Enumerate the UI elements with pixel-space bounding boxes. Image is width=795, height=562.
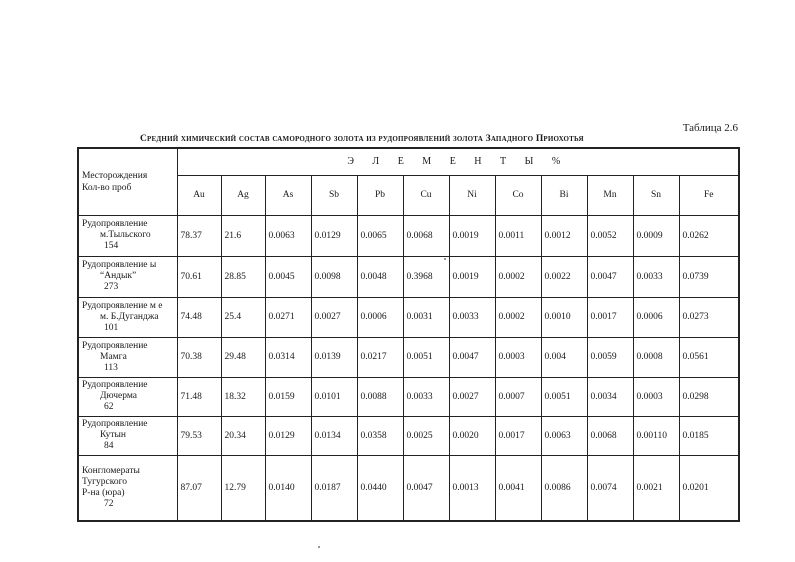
value-cell-sb: 0.0134 — [311, 416, 357, 455]
value-cell-fe: 0.0739 — [679, 256, 739, 297]
value-cell-co: 0.0002 — [495, 297, 541, 337]
table-row — [78, 416, 739, 455]
table-number-label: Таблица 2.6 — [682, 122, 738, 134]
value-cell-cu: 0.3968 — [403, 256, 449, 297]
deposit-name-line: Рудопроявление — [82, 380, 148, 390]
deposit-name-line: Рудопроявление — [82, 219, 148, 229]
value-cell-cu: 0.0047 — [403, 455, 449, 521]
value-cell-mn: 0.0017 — [587, 297, 633, 337]
value-cell-pb: 0.0006 — [357, 297, 403, 337]
sample-count: 101 — [104, 322, 119, 333]
table-row — [78, 455, 739, 521]
value-cell-ag: 28.85 — [221, 256, 265, 297]
value-cell-sb: 0.0187 — [311, 455, 357, 521]
header-deposit-label: Месторождения — [82, 170, 148, 181]
value-cell-fe: 0.0298 — [679, 377, 739, 416]
value-cell-as: 0.0140 — [265, 455, 311, 521]
value-cell-as: 0.0159 — [265, 377, 311, 416]
deposit-name-line: Рудопроявление — [82, 340, 148, 351]
value-cell-bi: 0.0063 — [541, 416, 587, 455]
value-cell-fe: 0.0201 — [679, 455, 739, 521]
sample-count: 154 — [104, 241, 119, 251]
value-cell-sb: 0.0101 — [311, 377, 357, 416]
value-cell-co: 0.0003 — [495, 337, 541, 377]
value-cell-sn: 0.0008 — [633, 337, 679, 377]
value-cell-au: 70.61 — [177, 256, 221, 297]
value-cell-fe: 0.0561 — [679, 337, 739, 377]
deposit-name-cell — [78, 416, 177, 455]
sample-count: 84 — [104, 441, 114, 451]
value-cell-sn: 0.0003 — [633, 377, 679, 416]
deposit-name-line: м. Б.Дуганджа — [100, 311, 159, 322]
sample-count: 62 — [104, 402, 114, 412]
composition-table — [77, 147, 740, 522]
value-cell-co: 0.0017 — [495, 416, 541, 455]
deposit-name-line: Рудопроявление ы — [82, 260, 157, 270]
value-cell-au: 71.48 — [177, 377, 221, 416]
value-cell-sn: 0.0009 — [633, 215, 679, 256]
deposit-name-line: Кутын — [100, 430, 126, 440]
deposit-name-cell — [78, 297, 177, 337]
value-cell-au: 74.48 — [177, 297, 221, 337]
value-cell-ag: 21.6 — [221, 215, 265, 256]
header-element-au: Au — [177, 175, 221, 215]
value-cell-as: 0.0045 — [265, 256, 311, 297]
header-samples-label: Кол-во проб — [82, 182, 132, 193]
value-cell-ag: 25.4 — [221, 297, 265, 337]
sample-count: 72 — [104, 498, 114, 509]
value-cell-ni: 0.0047 — [449, 337, 495, 377]
value-cell-co: 0.0002 — [495, 256, 541, 297]
deposit-name-cell — [78, 337, 177, 377]
value-cell-cu: 0.0068 — [403, 215, 449, 256]
value-cell-mn: 0.0074 — [587, 455, 633, 521]
value-cell-cu: 0.0025 — [403, 416, 449, 455]
value-cell-mn: 0.0052 — [587, 215, 633, 256]
header-element-cu: Cu — [403, 175, 449, 215]
value-cell-bi: 0.0012 — [541, 215, 587, 256]
value-cell-fe: 0.0185 — [679, 416, 739, 455]
value-cell-cu: 0.0031 — [403, 297, 449, 337]
deposit-name-line: Рудопроявление — [82, 419, 148, 429]
table-row — [78, 297, 739, 337]
value-cell-sn: 0.0006 — [633, 297, 679, 337]
deposit-name-line: Тугурского — [82, 476, 127, 487]
value-cell-sb: 0.0098 — [311, 256, 357, 297]
value-cell-as: 0.0314 — [265, 337, 311, 377]
value-cell-bi: 0.0010 — [541, 297, 587, 337]
header-elements-label: Э Л Е М Е Н Т Ы % — [177, 148, 739, 175]
value-cell-ni: 0.0033 — [449, 297, 495, 337]
deposit-name-line: “Андык” — [100, 271, 137, 281]
value-cell-pb: 0.0065 — [357, 215, 403, 256]
value-cell-au: 70.38 — [177, 337, 221, 377]
value-cell-mn: 0.0047 — [587, 256, 633, 297]
value-cell-mn: 0.0034 — [587, 377, 633, 416]
value-cell-bi: 0.0086 — [541, 455, 587, 521]
value-cell-cu: 0.0051 — [403, 337, 449, 377]
value-cell-au: 87.07 — [177, 455, 221, 521]
value-cell-bi: 0.0022 — [541, 256, 587, 297]
value-cell-mn: 0.0059 — [587, 337, 633, 377]
value-cell-pb: 0.0358 — [357, 416, 403, 455]
value-cell-co: 0.0041 — [495, 455, 541, 521]
value-cell-co: 0.0011 — [495, 215, 541, 256]
header-element-ni: Ni — [449, 175, 495, 215]
value-cell-as: 0.0129 — [265, 416, 311, 455]
deposit-name-line: Р-на (юра) — [82, 487, 125, 498]
value-cell-ag: 18.32 — [221, 377, 265, 416]
header-element-ag: Ag — [221, 175, 265, 215]
scan-speck — [444, 258, 446, 260]
deposit-name-cell — [78, 256, 177, 297]
value-cell-sb: 0.0129 — [311, 215, 357, 256]
value-cell-ni: 0.0019 — [449, 256, 495, 297]
deposit-name-line: Дючерма — [100, 391, 137, 401]
sample-count: 113 — [104, 362, 118, 373]
value-cell-ni: 0.0019 — [449, 215, 495, 256]
deposit-name-line: м.Тыльского — [100, 230, 151, 240]
value-cell-fe: 0.0262 — [679, 215, 739, 256]
header-element-as: As — [265, 175, 311, 215]
value-cell-au: 78.37 — [177, 215, 221, 256]
value-cell-fe: 0.0273 — [679, 297, 739, 337]
header-element-bi: Bi — [541, 175, 587, 215]
header-element-sb: Sb — [311, 175, 357, 215]
value-cell-cu: 0.0033 — [403, 377, 449, 416]
value-cell-ni: 0.0013 — [449, 455, 495, 521]
table-row — [78, 337, 739, 377]
value-cell-bi: 0.004 — [541, 337, 587, 377]
value-cell-pb: 0.0088 — [357, 377, 403, 416]
table-row — [78, 377, 739, 416]
deposit-name-line: Рудопроявление м е — [82, 300, 163, 311]
value-cell-mn: 0.0068 — [587, 416, 633, 455]
value-cell-pb: 0.0440 — [357, 455, 403, 521]
deposit-name-line: Мамга — [100, 351, 127, 362]
value-cell-pb: 0.0217 — [357, 337, 403, 377]
header-element-pb: Pb — [357, 175, 403, 215]
value-cell-sb: 0.0027 — [311, 297, 357, 337]
value-cell-ni: 0.0027 — [449, 377, 495, 416]
deposit-name-cell — [78, 377, 177, 416]
value-cell-bi: 0.0051 — [541, 377, 587, 416]
value-cell-au: 79.53 — [177, 416, 221, 455]
header-element-fe: Fe — [679, 175, 739, 215]
header-element-mn: Mn — [587, 175, 633, 215]
table-title: Средний химический состав самородного золота из рудопроявлений золота Западного Приохотья — [140, 134, 584, 144]
table-row — [78, 215, 739, 256]
header-element-sn: Sn — [633, 175, 679, 215]
deposit-name-line: Конгломераты — [82, 465, 140, 476]
value-cell-sn: 0.0021 — [633, 455, 679, 521]
value-cell-as: 0.0271 — [265, 297, 311, 337]
value-cell-sb: 0.0139 — [311, 337, 357, 377]
header-element-co: Co — [495, 175, 541, 215]
value-cell-ag: 20.34 — [221, 416, 265, 455]
value-cell-co: 0.0007 — [495, 377, 541, 416]
sample-count: 273 — [104, 282, 119, 292]
value-cell-ni: 0.0020 — [449, 416, 495, 455]
scan-speck — [318, 546, 320, 548]
deposit-name-cell — [78, 455, 177, 521]
value-cell-ag: 12.79 — [221, 455, 265, 521]
header-corner — [78, 148, 177, 215]
value-cell-sn: 0.00110 — [633, 416, 679, 455]
value-cell-sn: 0.0033 — [633, 256, 679, 297]
value-cell-ag: 29.48 — [221, 337, 265, 377]
value-cell-pb: 0.0048 — [357, 256, 403, 297]
table-row — [78, 256, 739, 297]
deposit-name-cell — [78, 215, 177, 256]
value-cell-as: 0.0063 — [265, 215, 311, 256]
